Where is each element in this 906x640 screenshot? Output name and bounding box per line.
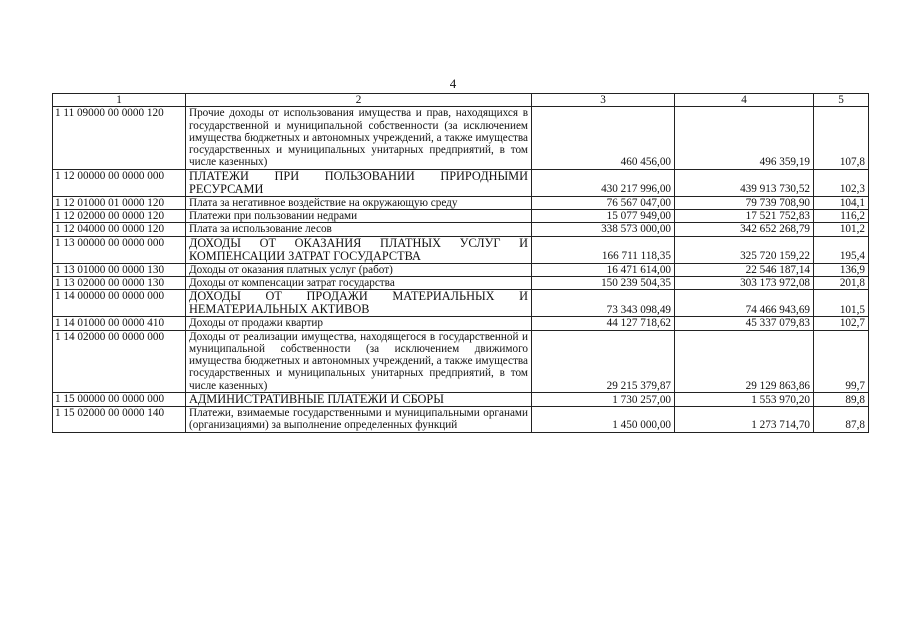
table-body bbox=[53, 107, 869, 432]
row-fact-value: 74 466 943,69 bbox=[675, 290, 814, 317]
row-name: Доходы от компенсации затрат государства bbox=[186, 276, 532, 289]
table-row bbox=[53, 290, 869, 317]
row-code: 1 11 09000 00 0000 120 bbox=[53, 107, 186, 169]
row-percent: 104,1 bbox=[814, 196, 869, 209]
row-name: Доходы от продажи квартир bbox=[186, 317, 532, 330]
row-percent: 136,9 bbox=[814, 263, 869, 276]
revenue-table bbox=[52, 93, 869, 433]
row-plan-value: 76 567 047,00 bbox=[532, 196, 675, 209]
column-header-plan: 3 bbox=[532, 94, 675, 107]
row-fact-value: 1 553 970,20 bbox=[675, 393, 814, 407]
row-plan-value: 29 215 379,87 bbox=[532, 330, 675, 392]
row-name: Плата за негативное воздействие на окружающую среду bbox=[186, 196, 532, 209]
column-header-name: 2 bbox=[186, 94, 532, 107]
table-row bbox=[53, 317, 869, 330]
column-header-fact: 4 bbox=[675, 94, 814, 107]
row-percent: 116,2 bbox=[814, 210, 869, 223]
row-plan-value: 1 450 000,00 bbox=[532, 407, 675, 433]
table-row bbox=[53, 236, 869, 263]
row-percent: 102,3 bbox=[814, 169, 869, 196]
row-code: 1 15 02000 00 0000 140 bbox=[53, 407, 186, 433]
row-fact-value: 342 652 268,79 bbox=[675, 223, 814, 236]
table-row bbox=[53, 169, 869, 196]
row-plan-value: 1 730 257,00 bbox=[532, 393, 675, 407]
table-header-row bbox=[53, 94, 869, 107]
table-row bbox=[53, 330, 869, 392]
column-header-percent: 5 bbox=[814, 94, 869, 107]
row-fact-value: 439 913 730,52 bbox=[675, 169, 814, 196]
row-name: Доходы от оказания платных услуг (работ) bbox=[186, 263, 532, 276]
column-header-code: 1 bbox=[53, 94, 186, 107]
row-name: Плата за использование лесов bbox=[186, 223, 532, 236]
row-code: 1 14 00000 00 0000 000 bbox=[53, 290, 186, 317]
table-row bbox=[53, 107, 869, 169]
row-code: 1 15 00000 00 0000 000 bbox=[53, 393, 186, 407]
row-percent: 102,7 bbox=[814, 317, 869, 330]
row-name: АДМИНИСТРАТИВНЫЕ ПЛАТЕЖИ И СБОРЫ bbox=[186, 393, 532, 407]
row-fact-value: 303 173 972,08 bbox=[675, 276, 814, 289]
row-plan-value: 460 456,00 bbox=[532, 107, 675, 169]
row-fact-value: 325 720 159,22 bbox=[675, 236, 814, 263]
row-fact-value: 79 739 708,90 bbox=[675, 196, 814, 209]
row-plan-value: 166 711 118,35 bbox=[532, 236, 675, 263]
row-percent: 99,7 bbox=[814, 330, 869, 392]
row-name: ПЛАТЕЖИ ПРИ ПОЛЬЗОВАНИИ ПРИРОДНЫМИ РЕСУРСАМИ bbox=[186, 169, 532, 196]
row-percent: 101,5 bbox=[814, 290, 869, 317]
row-name: Прочие доходы от использования имущества и прав, находящихся в государственной и муниципальной собственности (за исключением имущества бюджетных и автономных учреждений, а также имущества государственных и муниципальных унитарных предприятий, в том числе казенных) bbox=[186, 107, 532, 169]
table-row bbox=[53, 393, 869, 407]
row-percent: 87,8 bbox=[814, 407, 869, 433]
table-row bbox=[53, 196, 869, 209]
row-fact-value: 29 129 863,86 bbox=[675, 330, 814, 392]
table-row bbox=[53, 223, 869, 236]
row-code: 1 13 02000 00 0000 130 bbox=[53, 276, 186, 289]
table-row bbox=[53, 276, 869, 289]
row-fact-value: 22 546 187,14 bbox=[675, 263, 814, 276]
row-code: 1 14 02000 00 0000 000 bbox=[53, 330, 186, 392]
table-row bbox=[53, 263, 869, 276]
row-code: 1 12 00000 00 0000 000 bbox=[53, 169, 186, 196]
row-percent: 195,4 bbox=[814, 236, 869, 263]
row-plan-value: 15 077 949,00 bbox=[532, 210, 675, 223]
row-name: Доходы от реализации имущества, находящегося в государственной и муниципальной собственности (за исключением движимого имущества бюджетных и автономных учреждений, а также имущества государственных и муниципальных унитарных предприятий, в том числе казенных) bbox=[186, 330, 532, 392]
row-code: 1 13 01000 00 0000 130 bbox=[53, 263, 186, 276]
row-name: Платежи при пользовании недрами bbox=[186, 210, 532, 223]
page-number: 4 bbox=[449, 76, 457, 91]
row-percent: 201,8 bbox=[814, 276, 869, 289]
row-plan-value: 338 573 000,00 bbox=[532, 223, 675, 236]
row-code: 1 12 01000 01 0000 120 bbox=[53, 196, 186, 209]
row-percent: 101,2 bbox=[814, 223, 869, 236]
row-fact-value: 1 273 714,70 bbox=[675, 407, 814, 433]
row-name: Платежи, взимаемые государственными и муниципальными органами (организациями) за выполнение определенных функций bbox=[186, 407, 532, 433]
row-code: 1 14 01000 00 0000 410 bbox=[53, 317, 186, 330]
table-row bbox=[53, 210, 869, 223]
row-name: ДОХОДЫ ОТ ПРОДАЖИ МАТЕРИАЛЬНЫХ И НЕМАТЕРИАЛЬНЫХ АКТИВОВ bbox=[186, 290, 532, 317]
row-fact-value: 496 359,19 bbox=[675, 107, 814, 169]
row-plan-value: 430 217 996,00 bbox=[532, 169, 675, 196]
table-row bbox=[53, 407, 869, 433]
row-percent: 89,8 bbox=[814, 393, 869, 407]
row-fact-value: 17 521 752,83 bbox=[675, 210, 814, 223]
row-percent: 107,8 bbox=[814, 107, 869, 169]
row-plan-value: 16 471 614,00 bbox=[532, 263, 675, 276]
row-code: 1 13 00000 00 0000 000 bbox=[53, 236, 186, 263]
row-plan-value: 150 239 504,35 bbox=[532, 276, 675, 289]
row-code: 1 12 02000 00 0000 120 bbox=[53, 210, 186, 223]
row-plan-value: 73 343 098,49 bbox=[532, 290, 675, 317]
row-fact-value: 45 337 079,83 bbox=[675, 317, 814, 330]
row-name: ДОХОДЫ ОТ ОКАЗАНИЯ ПЛАТНЫХ УСЛУГ И КОМПЕНСАЦИИ ЗАТРАТ ГОСУДАРСТВА bbox=[186, 236, 532, 263]
row-plan-value: 44 127 718,62 bbox=[532, 317, 675, 330]
row-code: 1 12 04000 00 0000 120 bbox=[53, 223, 186, 236]
